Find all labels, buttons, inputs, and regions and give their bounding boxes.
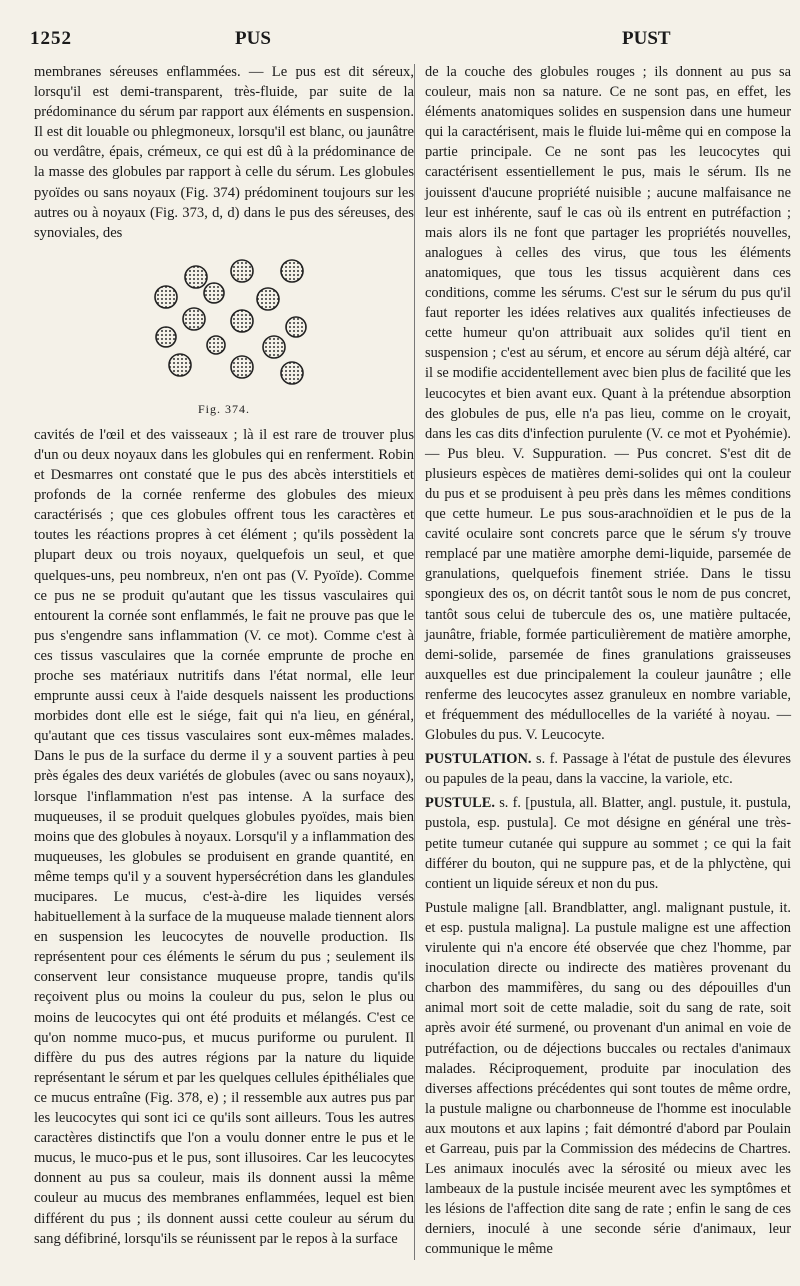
right-column bbox=[425, 62, 791, 1260]
entry-pustule bbox=[425, 793, 791, 893]
entry-pustulation-headword: PUSTULATION. bbox=[425, 751, 532, 768]
column-divider bbox=[414, 64, 415, 1260]
figure-374 bbox=[34, 249, 414, 419]
left-running-title: PUS bbox=[235, 28, 271, 49]
entry-pustule-text: s. f. [pustula, all. Blatter, angl. pustule, it. pustula, pustola, esp. pustula]. Ce mot désigne en général une très-petite tumeur cutanée qui suppure au sommet ; ce qui la fait différer du bouton, qui ne suppure pas, et de la phlyctène, qui contient un liquide séreux et non du pus. bbox=[425, 795, 791, 892]
right-para-1: de la couche des globules rouges ; ils donnent au pus sa couleur, mais non sa nature. Ce ne sont pas, en effet, les éléments anatomiques solides en suspension dans une humeur qui la caractérisent, mais le fluide lui-même qui en compose la partie principale. Ce ne sont pas les leucocytes qui caractérisent essentiellement le pus, mais le sérum. Ils ne jouissent d'aucune propriété nuisible ; aucune malfaisance ne leur est inhérente, sauf le cas où ils entrent en putréfaction ; mais alors ils ne font que partager les propriétés nouvelles, analogues à celles des virus, que tous les éléments anatomiques, que tous les tissus acquièrent dans ces conditions, comme les sérums. C'est sur le sérum du pus qu'il faut reporter les idées relatives aux qualités infectieuses de cette humeur qu'on attribuait aux solides qu'il tient en suspension ; c'est au sérum, et encore au sérum déjà altéré, car il se modifie accidentellement avec bien plus de facilité que les leucocytes et bien avant eux. Quant à la prétendue absorption des globules de pus, elle n'a pas lieu, comme on le croyait, dans les cas dits d'infection purulente (V. ce mot et Pyohémie). — Pus bleu. V. Suppuration. — Pus concret. S'est dit de plusieurs espèces de matières demi-solides qui ont la couleur du pus et se produisent à peu près dans les mêmes conditions que cette humeur. Le pus sous-arachnoïdien et le pus de la cavité oculaire sont concrets parce que le sérum s'y trouve remplacé par une matière amorphe demi-liquide, parsemée de granulations, quelquefois finement striée. Dans le tissu spongieux des os, on décrit tantôt sous le nom de pus concret, tantôt sous celui de tubercule des os, une matière pultacée, jaunâtre, friable, formée particulièrement de matière amorphe, demi-solide, parsemée de fines granulations graisseuses auxquelles est due principalement la couleur jaunâtre ; elle renferme des leucocytes assez granuleux en nombre variable, et fréquemment des médullocelles de la variété à noyau. — Globules du pus. V. Leucocyte. bbox=[425, 64, 791, 744]
left-column bbox=[34, 62, 414, 1249]
left-para-2: cavités de l'œil et des vaisseaux ; là il est rare de trouver plus d'un ou deux noyaux dans les globules qui en renferment. Robin et Desmarres ont constaté que le pus des abcès interstitiels et profonds de la cornée renferme des globules des mieux caractérisés ; que ces globules offrent tous les caractères et toutes les réactions propres à cet élément ; qu'ils possèdent la plupart deux ou trois noyaux, quelquefois un seul, et que quelques-uns, peu nombreux, n'en ont pas (V. Pyoïde). Comme ce pus ne se produit qu'autant que les tissus vasculaires qui entourent la cornée sont enflammés, le fait ne prouve pas que le pus s'engendre sans inflammation (V. ce mot). Comme c'est à ces tissus vasculaires que la cornée emprunte de proche en proche ses matériaux nutritifs dans l'état normal, elle leur emprunte aussi ceux à l'aide desquels naissent les productions morbides dont elle est le siége, fait qui n'a lieu, en général, qu'autant que ces tissus vasculaires sont eux-mêmes malades. Dans le pus de la surface du derme il y a souvent parties à peu près égales des deux variétés de globules (avec ou sans noyaux), lorsque l'inflammation n'est pas intense. A la surface des muqueuses, il se produit quelques globules pyoïdes, mais bien moins que des globules à noyaux. Lorsqu'il y a inflammation des muqueuses, les globules se produisent en grande quantité, en même temps qu'il y a souvent hypersécrétion dans les glandules mucipares. Le mucus, c'est-à-dire les liquides versés habituellement à la surface de la muqueuse malade tiennent alors en suspension les leucocytes de nouvelle production. Ils représentent pour ces éléments le sérum du pus ; seulement ils conservent leur consistance muqueuse propre, tandis qu'ils reçoivent plus ou moins la couleur du pus, selon le plus ou moins de leucocytes qui ont été produits et mélangés. C'est ce qu'on nomme muco-pus, et mucus puriforme ou purulent. Il diffère du pus des autres régions par la nature du liquide représentant le sérum et par les quelques cellules épithéliales que ce mucus entraîne (Fig. 378, e) ; il ressemble aux autres pus par les leucocytes qui sont ici ce qu'ils sont ailleurs. Tous les autres caractères distinctifs que l'on a voulu donner entre le pus et le mucus, le muco-pus et le pus, sont illusoires. Car les leucocytes donnent au pus sa couleur, mais ils donnent aussi la même couleur au mucus des membranes enflammées, lequel est bien différent du pus ; ils donnent aussi cette couleur au sérum du sang défibriné, lorsqu'ils se réunissent par le repos à la surface bbox=[34, 426, 414, 1247]
entry-pustule-maligne: Pustule maligne [all. Brandblatter, angl. malignant pustule, it. et esp. pustula maligna]. La pustule maligne est une affection virulente qui n'a encore été observée que chez l'homme, par inoculation directe ou indirecte des matières provenant du charbon des mammifères, du sang ou des dépouilles d'un animal mort soit de cette maladie, soit du sang de rate, soit après avoir été surmené, ou provenant d'un animal en voie de putréfaction, ou de déjections buccales ou rectales d'animaux malades. Réciproquement, produite par inoculation des diverses affections précédentes qui sont toutes de même ordre, la pustule maligne ou charbonneuse de l'homme est inoculable aux moutons et aux lapins ; fait démontré d'abord par Poulain et Garreau, puis par la Commission des médecins de Chartres. Les animaux inoculés avec la sérosité ou mieux avec les lambeaux de la pustule incisée meurent avec les symptômes et les lésions de l'affection dite sang de rate ; enfin le sang de ces derniers, inoculé à une seconde série d'animaux, leur communique le même bbox=[425, 899, 791, 1258]
page-number: 1252 bbox=[30, 28, 72, 49]
entry-pustulation bbox=[425, 749, 791, 789]
entry-pustulation-text: s. f. Passage à l'état de pustule des élevures ou papules de la peau, dans la vaccine, la variole, etc. bbox=[425, 751, 791, 788]
figure-caption: Fig. 374. bbox=[197, 401, 250, 416]
right-running-title: PUST bbox=[622, 28, 671, 49]
pus-globules-illustration bbox=[124, 249, 324, 394]
left-para-1: membranes séreuses enflammées. — Le pus est dit séreux, lorsqu'il est demi-transparent, très-fluide, par suite de la prédominance du sérum par rapport aux éléments en suspension. Il est dit louable ou phlegmoneux, lorsqu'il est blanc, ou jaunâtre ou verdâtre, épais, crémeux, ce qui est dû à la prédominance de la masse des globules par rapport à celle du sérum. Les globules pyoïdes ou sans noyaux (Fig. 374) prédominent toujours sur les autres ou à noyaux (Fig. 373, d, d) dans le pus des séreuses, des synoviales, des bbox=[34, 64, 414, 241]
page-header bbox=[30, 28, 778, 54]
entry-pustule-headword: PUSTULE. bbox=[425, 795, 495, 812]
